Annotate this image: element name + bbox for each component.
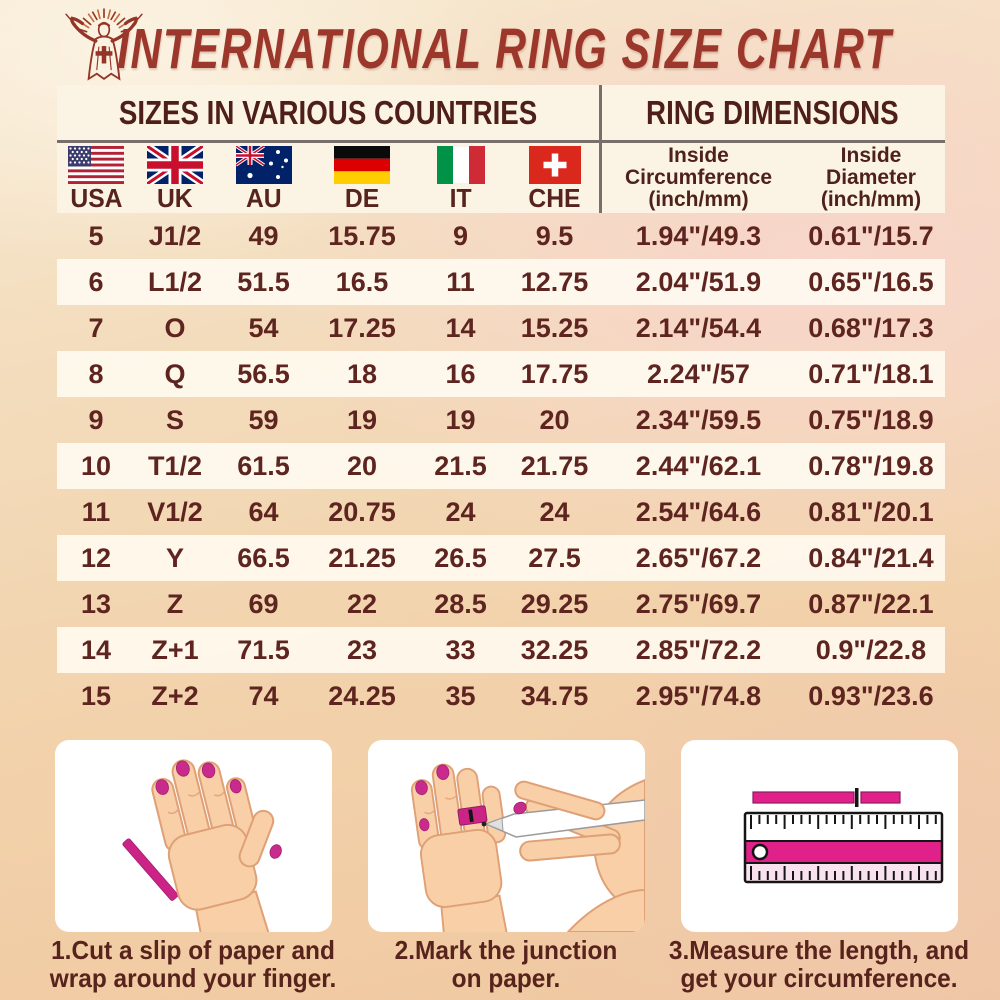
table-cell: Z+1 <box>151 634 199 665</box>
table-row <box>57 259 945 305</box>
table-cell: Y <box>165 542 184 573</box>
country-code-label: DE <box>344 183 380 213</box>
table-cell: 17.25 <box>328 312 396 343</box>
table-cell: 0.81"/20.1 <box>808 496 934 527</box>
table-cell: 11 <box>81 496 111 527</box>
table-cell: 49 <box>248 220 279 251</box>
table-row <box>57 397 945 443</box>
instruction-caption-2: 2.Mark the junction on paper. <box>394 935 618 993</box>
table-cell: 2.75"/69.7 <box>635 588 762 619</box>
table-cell: 0.71"/18.1 <box>808 358 934 389</box>
table-cell: Z+2 <box>151 680 199 711</box>
table-cell: 1.94"/49.3 <box>635 220 762 251</box>
country-code-label: IT <box>449 183 472 213</box>
country-code-label: CHE <box>528 183 581 213</box>
country-code-label: UK <box>157 183 193 213</box>
ruler <box>745 813 942 882</box>
column-header-usa <box>57 143 135 213</box>
column-header-au <box>215 143 312 213</box>
table-body <box>57 213 945 719</box>
hand <box>147 742 320 932</box>
page-title: INTERNATIONAL RING SIZE CHART <box>117 17 893 81</box>
table-cell: 7 <box>88 312 104 343</box>
table-cell: 74 <box>248 680 279 711</box>
table-row <box>57 627 945 673</box>
column-header-circumference: Inside Circumference (inch/mm) <box>624 144 773 211</box>
table-cell: V1/2 <box>147 496 203 527</box>
table-cell: 0.87"/22.1 <box>808 588 934 619</box>
column-header-che <box>509 143 600 213</box>
australia-flag-icon <box>236 146 292 184</box>
instruction-caption-3: 3.Measure the length, and get your circumference. <box>668 935 970 993</box>
measured-paper-strip <box>753 788 900 807</box>
table-cell: 26.5 <box>434 542 487 573</box>
table-cell: 20 <box>539 404 570 435</box>
table-cell: 9.5 <box>535 220 574 251</box>
table-cell: 22 <box>346 588 378 619</box>
table-cell: 18 <box>346 358 378 389</box>
instruction-panel-3 <box>681 740 958 932</box>
table-cell: 2.85"/72.2 <box>635 634 762 665</box>
table-row <box>57 673 945 719</box>
ruler-illustration <box>681 740 958 932</box>
table-cell: Z <box>166 588 184 619</box>
table-cell: 2.34"/59.5 <box>635 404 762 435</box>
switzerland-flag-icon <box>529 146 581 184</box>
table-cell: 16.5 <box>335 266 389 297</box>
table-cell: 15.75 <box>328 220 396 251</box>
hands-marking-pen-illustration <box>368 740 645 932</box>
page-header <box>117 17 893 81</box>
table-cell: 12.75 <box>520 266 589 297</box>
table-cell: J1/2 <box>148 220 202 251</box>
table-cell: 23 <box>346 634 378 665</box>
table-cell: 20 <box>346 450 378 481</box>
table-cell: 59 <box>248 404 279 435</box>
table-cell: 56.5 <box>237 358 290 389</box>
italy-flag-icon <box>437 146 485 184</box>
table-cell: 16 <box>445 358 476 389</box>
hand-with-paper-strip-illustration <box>55 740 332 932</box>
table-cell: L1/2 <box>147 266 203 297</box>
table-row <box>57 581 945 627</box>
table-cell: O <box>164 312 186 343</box>
table-cell: 11 <box>446 266 475 297</box>
table-cell: 20.75 <box>328 496 396 527</box>
table-cell: 0.78"/19.8 <box>808 450 934 481</box>
instruction-caption-1: 1.Cut a slip of paper and wrap around your finger. <box>49 935 337 993</box>
column-header-uk <box>135 143 215 213</box>
table-cell: 71.5 <box>237 634 290 665</box>
instruction-panel-1 <box>55 740 332 932</box>
right-hand-with-pen <box>482 780 645 932</box>
table-cell: T1/2 <box>147 450 203 481</box>
table-cell: 28.5 <box>434 588 487 619</box>
table-cell: 61.5 <box>237 450 290 481</box>
table-row <box>57 489 945 535</box>
table-cell: 14 <box>80 634 112 665</box>
table-row <box>57 443 945 489</box>
ruler-hole <box>753 845 767 859</box>
table-cell: 24 <box>539 496 570 527</box>
table-cell: 21.5 <box>434 450 487 481</box>
table-cell: 21.75 <box>520 450 589 481</box>
table-cell: 24 <box>445 496 476 527</box>
table-cell: 2.04"/51.9 <box>635 266 762 297</box>
table-cell: 0.84"/21.4 <box>808 542 934 573</box>
table-header <box>57 85 945 213</box>
table-cell: 29.25 <box>520 588 589 619</box>
table-cell: 69 <box>248 588 279 619</box>
table-cell: 35 <box>445 680 476 711</box>
table-cell: 9 <box>88 404 104 435</box>
table-cell: 12 <box>80 542 112 573</box>
table-cell: 15.25 <box>520 312 589 343</box>
table-row <box>57 535 945 581</box>
table-cell: 5 <box>88 220 104 251</box>
table-cell: 19 <box>445 404 476 435</box>
size-table <box>57 85 945 719</box>
instruction-panel-2 <box>368 740 645 932</box>
table-cell: 54 <box>248 312 279 343</box>
table-cell: 19 <box>346 404 378 435</box>
uk-flag-icon <box>147 146 203 184</box>
left-hand <box>409 757 530 932</box>
column-header-row <box>57 143 945 213</box>
table-cell: 15 <box>80 680 112 711</box>
table-cell: 27.5 <box>528 542 581 573</box>
table-row <box>57 351 945 397</box>
germany-flag-icon <box>334 146 390 184</box>
table-cell: 2.54"/64.6 <box>635 496 762 527</box>
country-code-label: AU <box>245 183 282 213</box>
table-cell: 66.5 <box>237 542 290 573</box>
table-cell: 64 <box>248 496 279 527</box>
column-header-it <box>412 143 509 213</box>
table-cell: 0.93"/23.6 <box>808 680 934 711</box>
table-cell: 2.44"/62.1 <box>635 450 762 481</box>
table-cell: 2.95"/74.8 <box>635 680 762 711</box>
table-row <box>57 213 945 259</box>
table-cell: 33 <box>445 634 476 665</box>
table-cell: 0.75"/18.9 <box>808 404 934 435</box>
table-cell: 0.9"/22.8 <box>815 634 927 665</box>
table-cell: 0.68"/17.3 <box>808 312 934 343</box>
table-cell: 17.75 <box>520 358 589 389</box>
table-cell: S <box>165 404 184 435</box>
table-cell: 32.25 <box>520 634 589 665</box>
table-cell: 2.14"/54.4 <box>635 312 762 343</box>
table-cell: 34.75 <box>520 680 589 711</box>
column-header-de <box>312 143 412 213</box>
table-cell: 0.65"/16.5 <box>808 266 934 297</box>
section-title-dimensions: RING DIMENSIONS <box>646 93 899 131</box>
table-cell: 13 <box>80 588 112 619</box>
table-cell: 24.25 <box>328 680 396 711</box>
table-cell: 6 <box>88 266 104 297</box>
table-cell: 10 <box>80 450 112 481</box>
table-cell: 2.24"/57 <box>647 358 750 389</box>
table-cell: 21.25 <box>328 542 396 573</box>
table-cell: 0.61"/15.7 <box>808 220 934 251</box>
table-cell: 9 <box>452 220 469 251</box>
table-cell: Q <box>164 358 186 389</box>
table-cell: 51.5 <box>237 266 290 297</box>
table-cell: 14 <box>445 312 476 343</box>
table-row <box>57 305 945 351</box>
column-header-diameter: Inside Diameter (inch/mm) <box>820 144 922 211</box>
country-code-label: USA <box>69 183 123 213</box>
table-cell: 2.65"/67.2 <box>635 542 762 573</box>
section-title-countries: SIZES IN VARIOUS COUNTRIES <box>119 93 538 131</box>
usa-flag-icon <box>68 146 124 184</box>
table-cell: 8 <box>88 358 104 389</box>
